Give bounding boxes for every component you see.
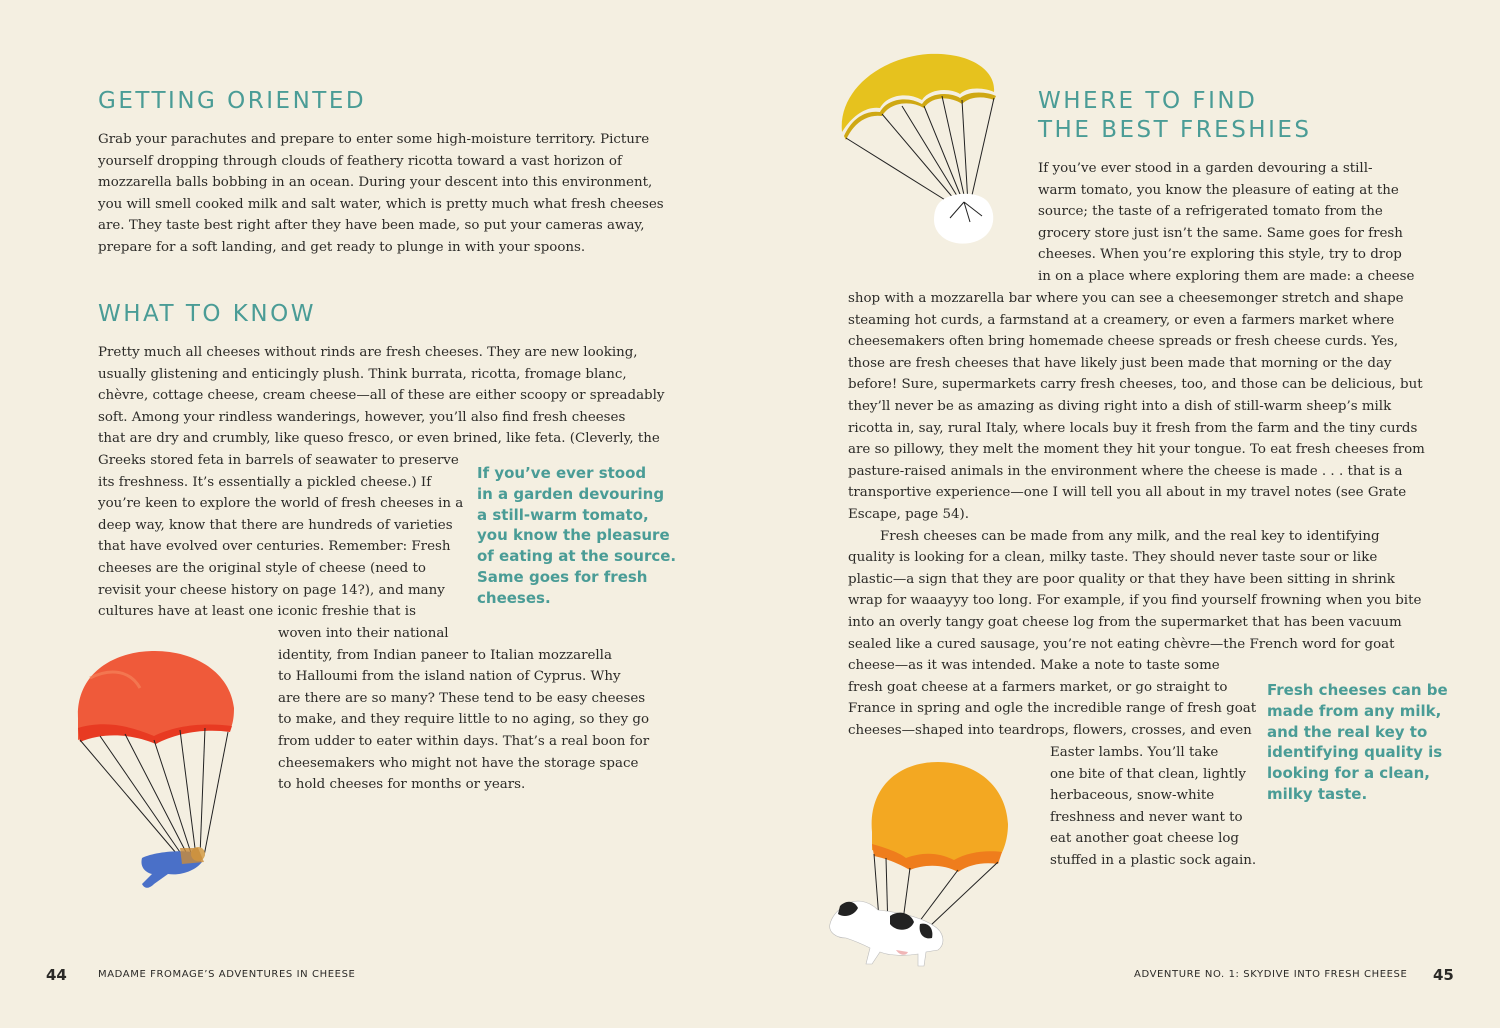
pull-quote-line: made from any milk, [1267, 701, 1442, 720]
text-line: fresh goat cheese at a farmers market, or go straight to [848, 679, 1228, 695]
text-line: cheeses are the original style of cheese (need to [98, 561, 426, 576]
yellow-parachute-cheese-illustration [838, 52, 1028, 248]
heading-where-to-find-line-1: WHERE TO FIND [1038, 88, 1258, 114]
cow-icon [830, 901, 943, 966]
running-head-right: ADVENTURE NO. 1: SKYDIVE INTO FRESH CHEESE [1134, 969, 1408, 980]
text-line: chèvre, cottage cheese, cream cheese—all of these are either scoopy or spreadably [98, 388, 665, 404]
text-line: ricotta in, say, rural Italy, where locals buy it fresh from the farm and the tiny curds [848, 420, 1418, 436]
text-line: Escape, page 54). [848, 507, 969, 522]
text-line: cultures have at least one iconic freshie that is [98, 604, 416, 620]
text-line: are so pillowy, they melt the moment they hit your tongue. To eat fresh cheeses from [848, 442, 1425, 458]
text-line: cheeses—shaped into teardrops, flowers, crosses, and even [848, 723, 1252, 738]
text-line: plastic—a sign that they are poor quality or that they have been sitting in shrink [848, 571, 1395, 587]
orange-parachute-cow-illustration [826, 760, 1012, 974]
text-line: those are fresh cheeses that have likely just been made that morning or the day [848, 355, 1392, 371]
text-line: quality is looking for a clean, milky taste. They should never taste sour or like [848, 550, 1378, 566]
text-line: source; the taste of a refrigerated tomato from the [1038, 204, 1383, 220]
text-line: herbaceous, snow-white [1050, 788, 1215, 804]
text-line: sealed like a cured sausage, you’re not eating chèvre—the French word for goat [848, 636, 1395, 652]
text-line: revisit your cheese history on page 14?), and many [98, 582, 445, 598]
pull-quote-line: Fresh cheeses can be [1267, 681, 1448, 699]
pull-quote-line: and the real key to [1267, 722, 1428, 741]
heading-getting-oriented: GETTING ORIENTED [98, 88, 367, 114]
heading-where-to-find-line-2: THE BEST FRESHIES [1038, 117, 1312, 143]
text-line: soft. Among your rindless wanderings, however, you’ll also find fresh cheeses [98, 409, 626, 425]
text-line: Grab your parachutes and prepare to enter some high-moisture territory. Picture [98, 132, 650, 147]
red-parachute-icon [78, 651, 234, 744]
pull-quote-line: looking for a clean, [1267, 764, 1431, 783]
yellow-parachute-icon [842, 54, 996, 140]
pull-quote-line: you know the pleasure [477, 526, 670, 545]
text-line: woven into their national [278, 626, 449, 641]
text-line: France in spring and ogle the incredible range of fresh goat [848, 701, 1257, 717]
pull-quote-line: cheeses. [477, 588, 551, 607]
pull-quote-line: Same goes for fresh [477, 568, 648, 586]
text-line: freshness and never want to [1050, 809, 1243, 825]
text-line: grocery store just isn’t the same. Same goes for fresh [1038, 225, 1403, 241]
text-line: steaming hot curds, a farmstand at a creamery, or even a farmers market where [848, 312, 1395, 328]
red-parachute-skydiver-illustration [70, 648, 240, 896]
text-line: If you’ve ever stood in a garden devouring a still- [1038, 161, 1373, 176]
text-line: that have evolved over centuries. Remember: Fresh [98, 539, 451, 555]
text-line: pasture-raised animals in the environment where the cheese is made . . . that is a [848, 463, 1403, 479]
text-line: cheese—as it was intended. Make a note to taste some [848, 658, 1220, 674]
text-line: identity, from Indian paneer to Italian mozzarella [278, 647, 612, 663]
text-line: cheesemakers who might not have the storage space [278, 755, 639, 771]
page-number-left: 44 [46, 966, 67, 984]
text-line: wrap for waaayyy too long. For example, if you find yourself frowning when you bite [848, 593, 1422, 609]
text-line: shop with a mozzarella bar where you can see a cheesemonger stretch and shape [848, 291, 1404, 306]
text-line: to make, and they require little to no aging, so they go [278, 712, 650, 728]
pull-quote-line: a still-warm tomato, [477, 505, 649, 524]
text-line: eat another goat cheese log [1050, 831, 1239, 847]
orange-parachute-icon [872, 762, 1008, 872]
pull-quote-line: If you’ve ever stood [477, 464, 647, 482]
text-line: are. They taste best right after they have been made, so put your cameras away, [98, 218, 645, 234]
text-line: usually glistening and enticingly plush. Think burrata, ricotta, fromage blanc, [98, 366, 627, 382]
parachute-lines-icon [80, 728, 228, 860]
text-line: its freshness. It’s essentially a pickled cheese.) If [98, 474, 432, 490]
text-line: stuffed in a plastic sock again. [1050, 853, 1257, 868]
text-line: yourself dropping through clouds of feathery ricotta toward a vast horizon of [98, 153, 622, 169]
text-line: in on a place where exploring them are made: a cheese [1038, 269, 1415, 284]
text-line: one bite of that clean, lightly [1050, 766, 1247, 782]
pull-quote-line: milky taste. [1267, 785, 1368, 803]
text-line: you’re keen to explore the world of fresh cheeses in a [98, 496, 464, 512]
text-line: cheesemakers often bring homemade cheese spreads or fresh cheese curds. Yes, [848, 334, 1399, 350]
text-line: mozzarella balls bobbing in an ocean. During your descent into this environment, [98, 175, 653, 191]
text-line: prepare for a soft landing, and get ready to plunge in with your spoons. [98, 240, 586, 255]
text-line: deep way, know that there are hundreds of varieties [98, 517, 453, 533]
text-line: that are dry and crumbly, like queso fresco, or even brined, like feta. (Cleverly, the [98, 431, 660, 447]
heading-what-to-know: WHAT TO KNOW [98, 301, 316, 327]
cheese-bundle-icon [934, 194, 993, 244]
text-line: are there are so many? These tend to be easy cheeses [278, 690, 646, 706]
text-line: they’ll never be as amazing as diving right into a dish of still-warm sheep’s milk [848, 399, 1392, 414]
text-line: from udder to eater within days. That’s a real boon for [278, 734, 650, 749]
text-line: before! Sure, supermarkets carry fresh cheeses, too, and those can be delicious, but [848, 377, 1423, 393]
text-line: into an overly tangy goat cheese log from the supermarket that has been vacuum [848, 615, 1402, 630]
pull-quote-line: identifying quality is [1267, 743, 1443, 762]
text-line: warm tomato, you know the pleasure of eating at the [1038, 182, 1399, 198]
text-line: transportive experience—one I will tell you all about in my travel notes (see Grate [848, 485, 1407, 501]
text-line: to hold cheeses for months or years. [278, 777, 526, 793]
text-line: cheeses. When you’re exploring this style, try to drop [1038, 247, 1402, 263]
pull-quote-line: in a garden devouring [477, 484, 665, 503]
pull-quote-right [1267, 680, 1467, 810]
pull-quote-line: of eating at the source. [477, 547, 677, 566]
text-line: to Halloumi from the island nation of Cyprus. Why [278, 669, 621, 685]
pull-quote-left [477, 463, 677, 613]
skydiver-icon [141, 847, 205, 888]
page-number-right: 45 [1433, 966, 1454, 984]
text-line: Greeks stored feta in barrels of seawater to preserve [98, 453, 459, 468]
text-line: Pretty much all cheeses without rinds are fresh cheeses. They are new looking, [98, 345, 638, 360]
text-line: Easter lambs. You’ll take [1050, 745, 1219, 760]
text-line: you will smell cooked milk and salt water, which is pretty much what fresh cheeses [98, 196, 664, 212]
running-head-left: MADAME FROMAGE’S ADVENTURES IN CHEESE [98, 969, 356, 980]
text-line: Fresh cheeses can be made from any milk, and the real key to identifying [880, 528, 1380, 544]
